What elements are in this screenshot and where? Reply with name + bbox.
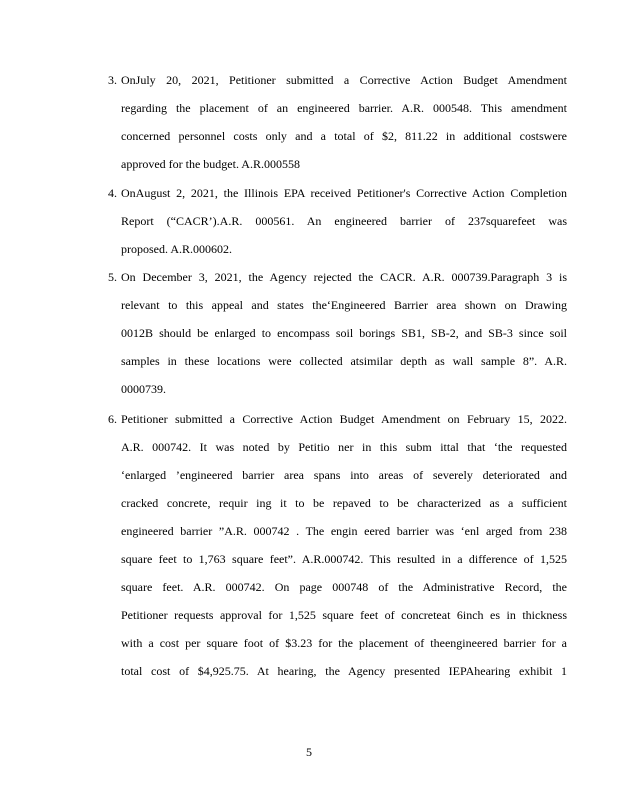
text-line: total cost of $4,925.75. At hearing, the Agency presented IEPAhearing exhibit 1 [121,664,567,678]
item-number: 5. [108,270,117,284]
text-line: square feet. A.R. 000742. On page 000748 of the Administrative Record, the [121,580,567,594]
text-line: OnAugust 2, 2021, the Illinois EPA received Petitioner's Corrective Action Completion [121,186,567,200]
text-line: concerned personnel costs only and a total of $2, 811.22 in additional costswere [121,129,567,143]
text-line: approved for the budget. A.R.000558 [121,157,300,171]
text-line: relevant to this appeal and states the‘Engineered Barrier area shown on Drawing [121,298,567,312]
text-line: Report (“CACR’).A.R. 000561. An engineered barrier of 237squarefeet was [121,214,567,228]
text-line: proposed. A.R.000602. [121,242,232,256]
text-line: OnJuly 20, 2021, Petitioner submitted a Corrective Action Budget Amendment [121,73,567,87]
text-line: samples in these locations were collected atsimilar depth as wall sample 8”. A.R. [121,354,567,368]
text-line: 0000739. [121,382,166,396]
text-line: with a cost per square foot of $3.23 for the placement of theengineered barrier for a [121,636,567,650]
text-line: cracked concrete, requir ing it to be repaved to be characterized as a sufficient [121,496,567,510]
text-line: engineered barrier ”A.R. 000742 . The engin eered barrier was ‘enl arged from 238 [121,524,567,538]
item-number: 4. [108,186,117,200]
text-line: Petitioner requests approval for 1,525 square feet of concreteat 6inch es in thickness [121,608,567,622]
text-line: square feet to 1,763 square feet”. A.R.000742. This resulted in a difference of 1,525 [121,552,567,566]
text-line: regarding the placement of an engineered barrier. A.R. 000548. This amendment [121,101,567,115]
text-line: On December 3, 2021, the Agency rejected the CACR. A.R. 000739.Paragraph 3 is [121,270,567,284]
text-line: 0012B should be enlarged to encompass soil borings SB1, SB-2, and SB-3 since soil [121,326,567,340]
item-number: 3. [108,73,117,87]
text-line: Petitioner submitted a Corrective Action Budget Amendment on February 15, 2022. [121,412,567,426]
item-number: 6. [108,412,117,426]
page-number: 5 [306,745,312,759]
text-line: ‘enlarged ’engineered barrier area spans into areas of severely deteriorated and [121,468,567,482]
text-line: A.R. 000742. It was noted by Petitio ner in this subm ittal that ‘the requested [121,440,567,454]
